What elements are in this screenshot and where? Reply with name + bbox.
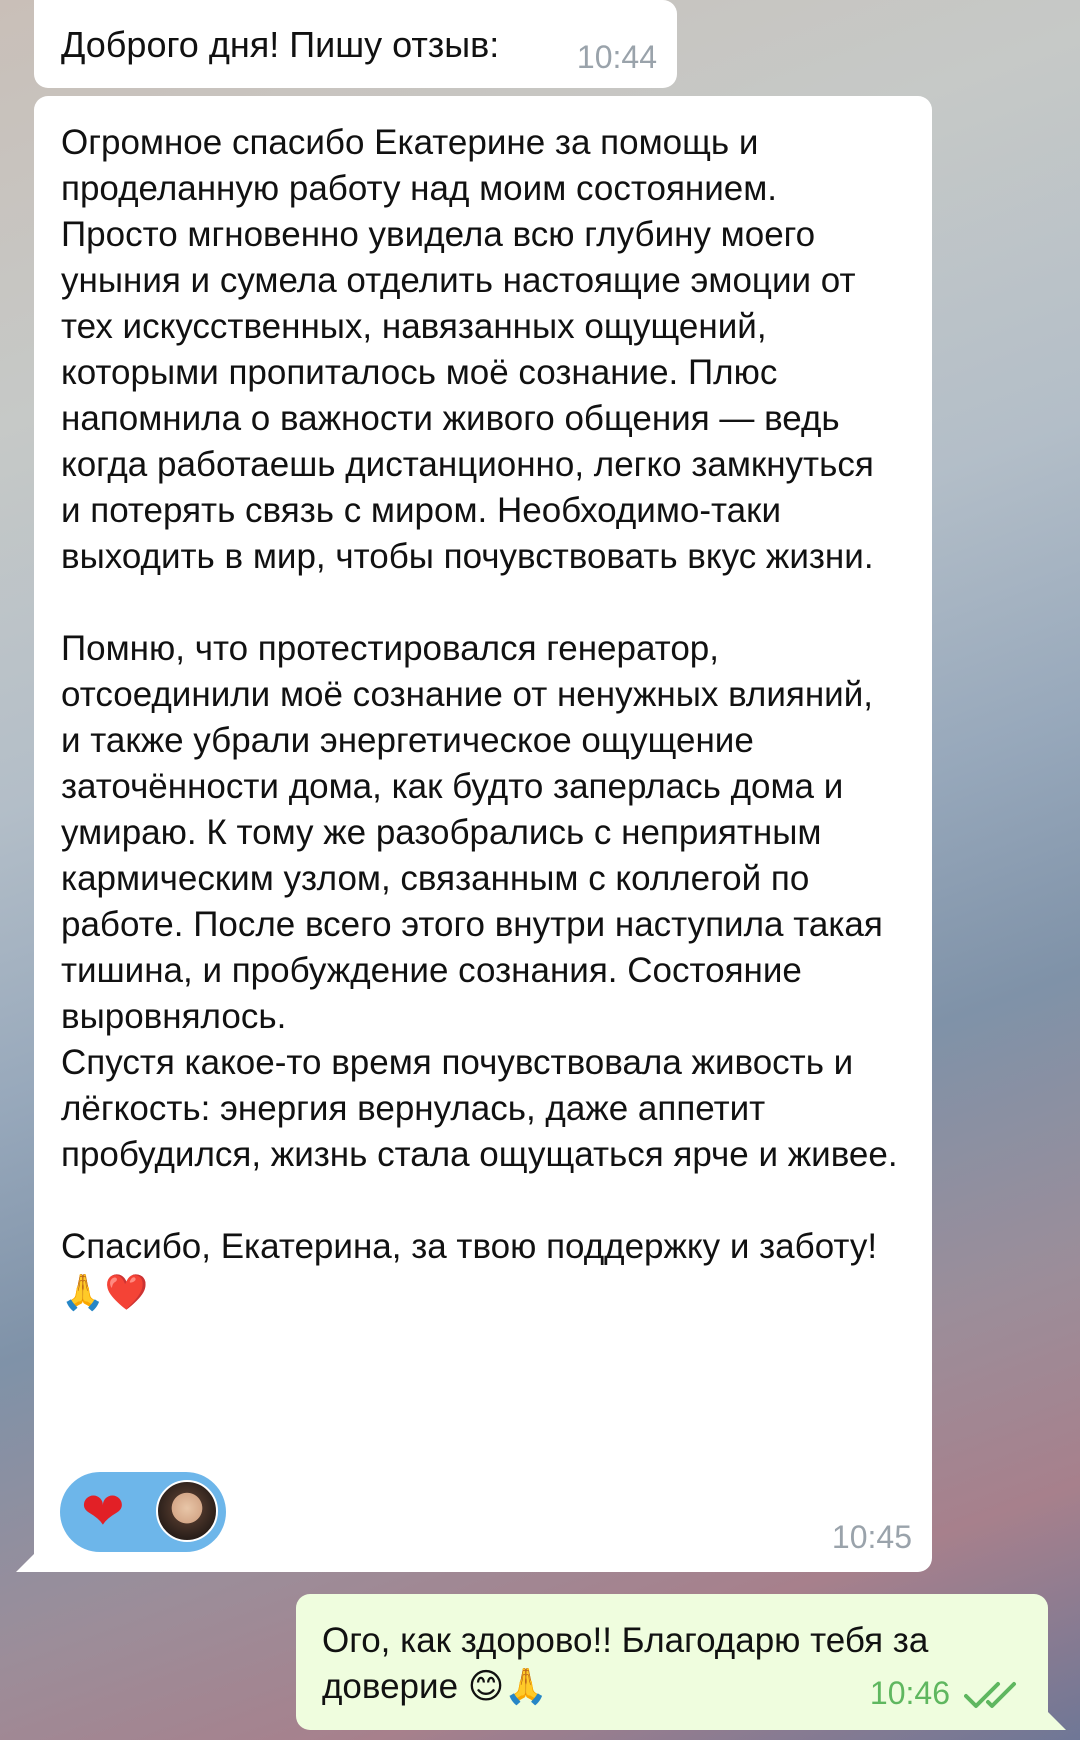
outgoing-message-bubble[interactable] xyxy=(296,1594,1048,1730)
message-time: 10:44 xyxy=(576,39,657,75)
incoming-message-bubble[interactable] xyxy=(34,96,932,1572)
double-check-icon xyxy=(964,1680,1026,1710)
reaction-chip[interactable] xyxy=(60,1472,226,1552)
message-text: Доброго дня! Пишу отзыв: xyxy=(61,24,500,65)
message-time: 10:46 xyxy=(869,1675,950,1711)
message-text: Ого, как здорово!! Благодарю тебя за доверие 😊🙏 xyxy=(322,1621,939,1706)
incoming-message-bubble[interactable] xyxy=(34,0,677,88)
message-time: 10:45 xyxy=(831,1519,912,1555)
message-text: Огромное спасибо Екатерине за помощь и проделанную работу над моим состоянием. Просто мгновенно увидела всю глубину моего уныния и сумела отделить настоящие эмоции от тех искусственных, навязанных ощущений, которыми пропиталось моё сознание. Плюс напомнила о важности живого общения — ведь когда работаешь дистанционно, легко замкнуться и потерять связь с миром. Необходимо-таки выходить в мир, чтобы почувствовать вкус жизни. Помню, что протестировался генератор, отсоединили моё сознание от ненужных влияний, и также убрали энергетическое ощущение заточённости дома, как будто заперлась дома и умираю. К тому же разобрались с неприятным кармическим узлом, связанным с коллегой по работе. После всего этого внутри наступила такая тишина, и пробуждение сознания. Состояние выровнялось. Спустя какое-то время почувствовала живость и лёгкость: энергия вернулась, даже аппетит пробудился, жизнь стала ощущаться ярче и живее. Спасибо, Екатерина, за твою поддержку и заботу! 🙏❤️ xyxy=(61,123,898,1312)
heart-icon: ❤ xyxy=(81,1482,125,1542)
avatar xyxy=(156,1480,218,1542)
